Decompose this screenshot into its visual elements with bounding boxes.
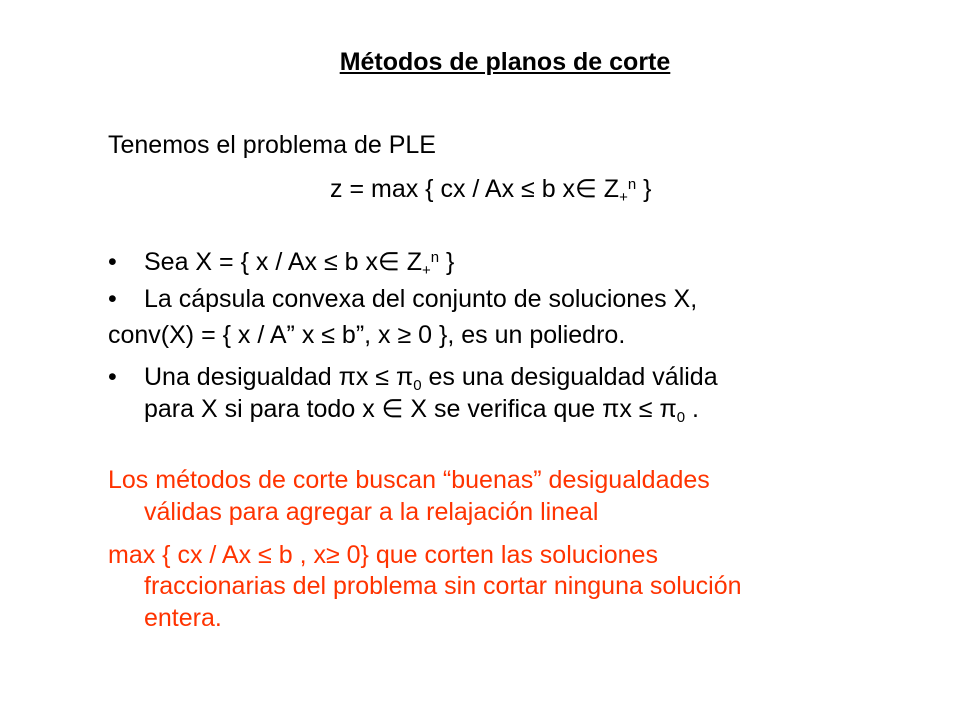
intro-text: Tenemos el problema de PLE — [108, 131, 436, 159]
text-part: para X si para todo x ∈ X se verifica que πx ≤ π — [144, 395, 677, 423]
subscript: 0 — [413, 377, 422, 394]
formula-part: } — [439, 248, 455, 276]
conv-line: conv(X) = { x / A” x ≤ b”, x ≥ 0 }, es un poliedro. — [108, 321, 626, 349]
bullet-1-text — [144, 247, 454, 277]
subscript: 0 — [676, 409, 686, 426]
bullet-3-marker: • — [108, 363, 117, 391]
bullet-2-marker: • — [108, 285, 117, 313]
formula-part: Z — [596, 175, 620, 203]
subscript: + — [619, 189, 628, 206]
text-part: . — [685, 395, 699, 423]
text-part: es una desigualdad válida — [421, 363, 718, 391]
subscript: + — [421, 262, 431, 279]
slide-title: Métodos de planos de corte — [339, 48, 671, 76]
superscript: n — [627, 176, 637, 193]
formula-part: Sea X = { x / Ax ≤ b x — [144, 248, 378, 276]
bullet-2-text: La cápsula convexa del conjunto de soluciones X, — [144, 285, 698, 313]
bullet-3-line-2 — [144, 394, 699, 424]
text-part: Una desigualdad πx ≤ π — [144, 363, 414, 391]
red-paragraph-2-line-2: fraccionarias del problema sin cortar ninguna solución — [144, 572, 742, 600]
red-paragraph-1-line-1: Los métodos de corte buscan “buenas” desigualdades — [108, 466, 710, 494]
element-of-symbol: ∈ — [377, 248, 400, 276]
formula-part: } — [636, 175, 652, 203]
red-paragraph-2-line-3: entera. — [144, 604, 222, 632]
element-of-symbol: ∈ — [575, 175, 597, 203]
red-paragraph-1-line-2: válidas para agregar a la relajación lineal — [144, 498, 599, 526]
bullet-1-marker: • — [108, 248, 117, 276]
formula-part: z = max { cx / Ax ≤ b x — [330, 175, 576, 203]
superscript: n — [430, 249, 440, 266]
formula-part: Z — [399, 248, 422, 276]
problem-formula — [330, 174, 651, 204]
red-paragraph-2-line-1: max { cx / Ax ≤ b , x≥ 0} que corten las soluciones — [108, 541, 658, 569]
bullet-3-line-1 — [144, 362, 718, 392]
